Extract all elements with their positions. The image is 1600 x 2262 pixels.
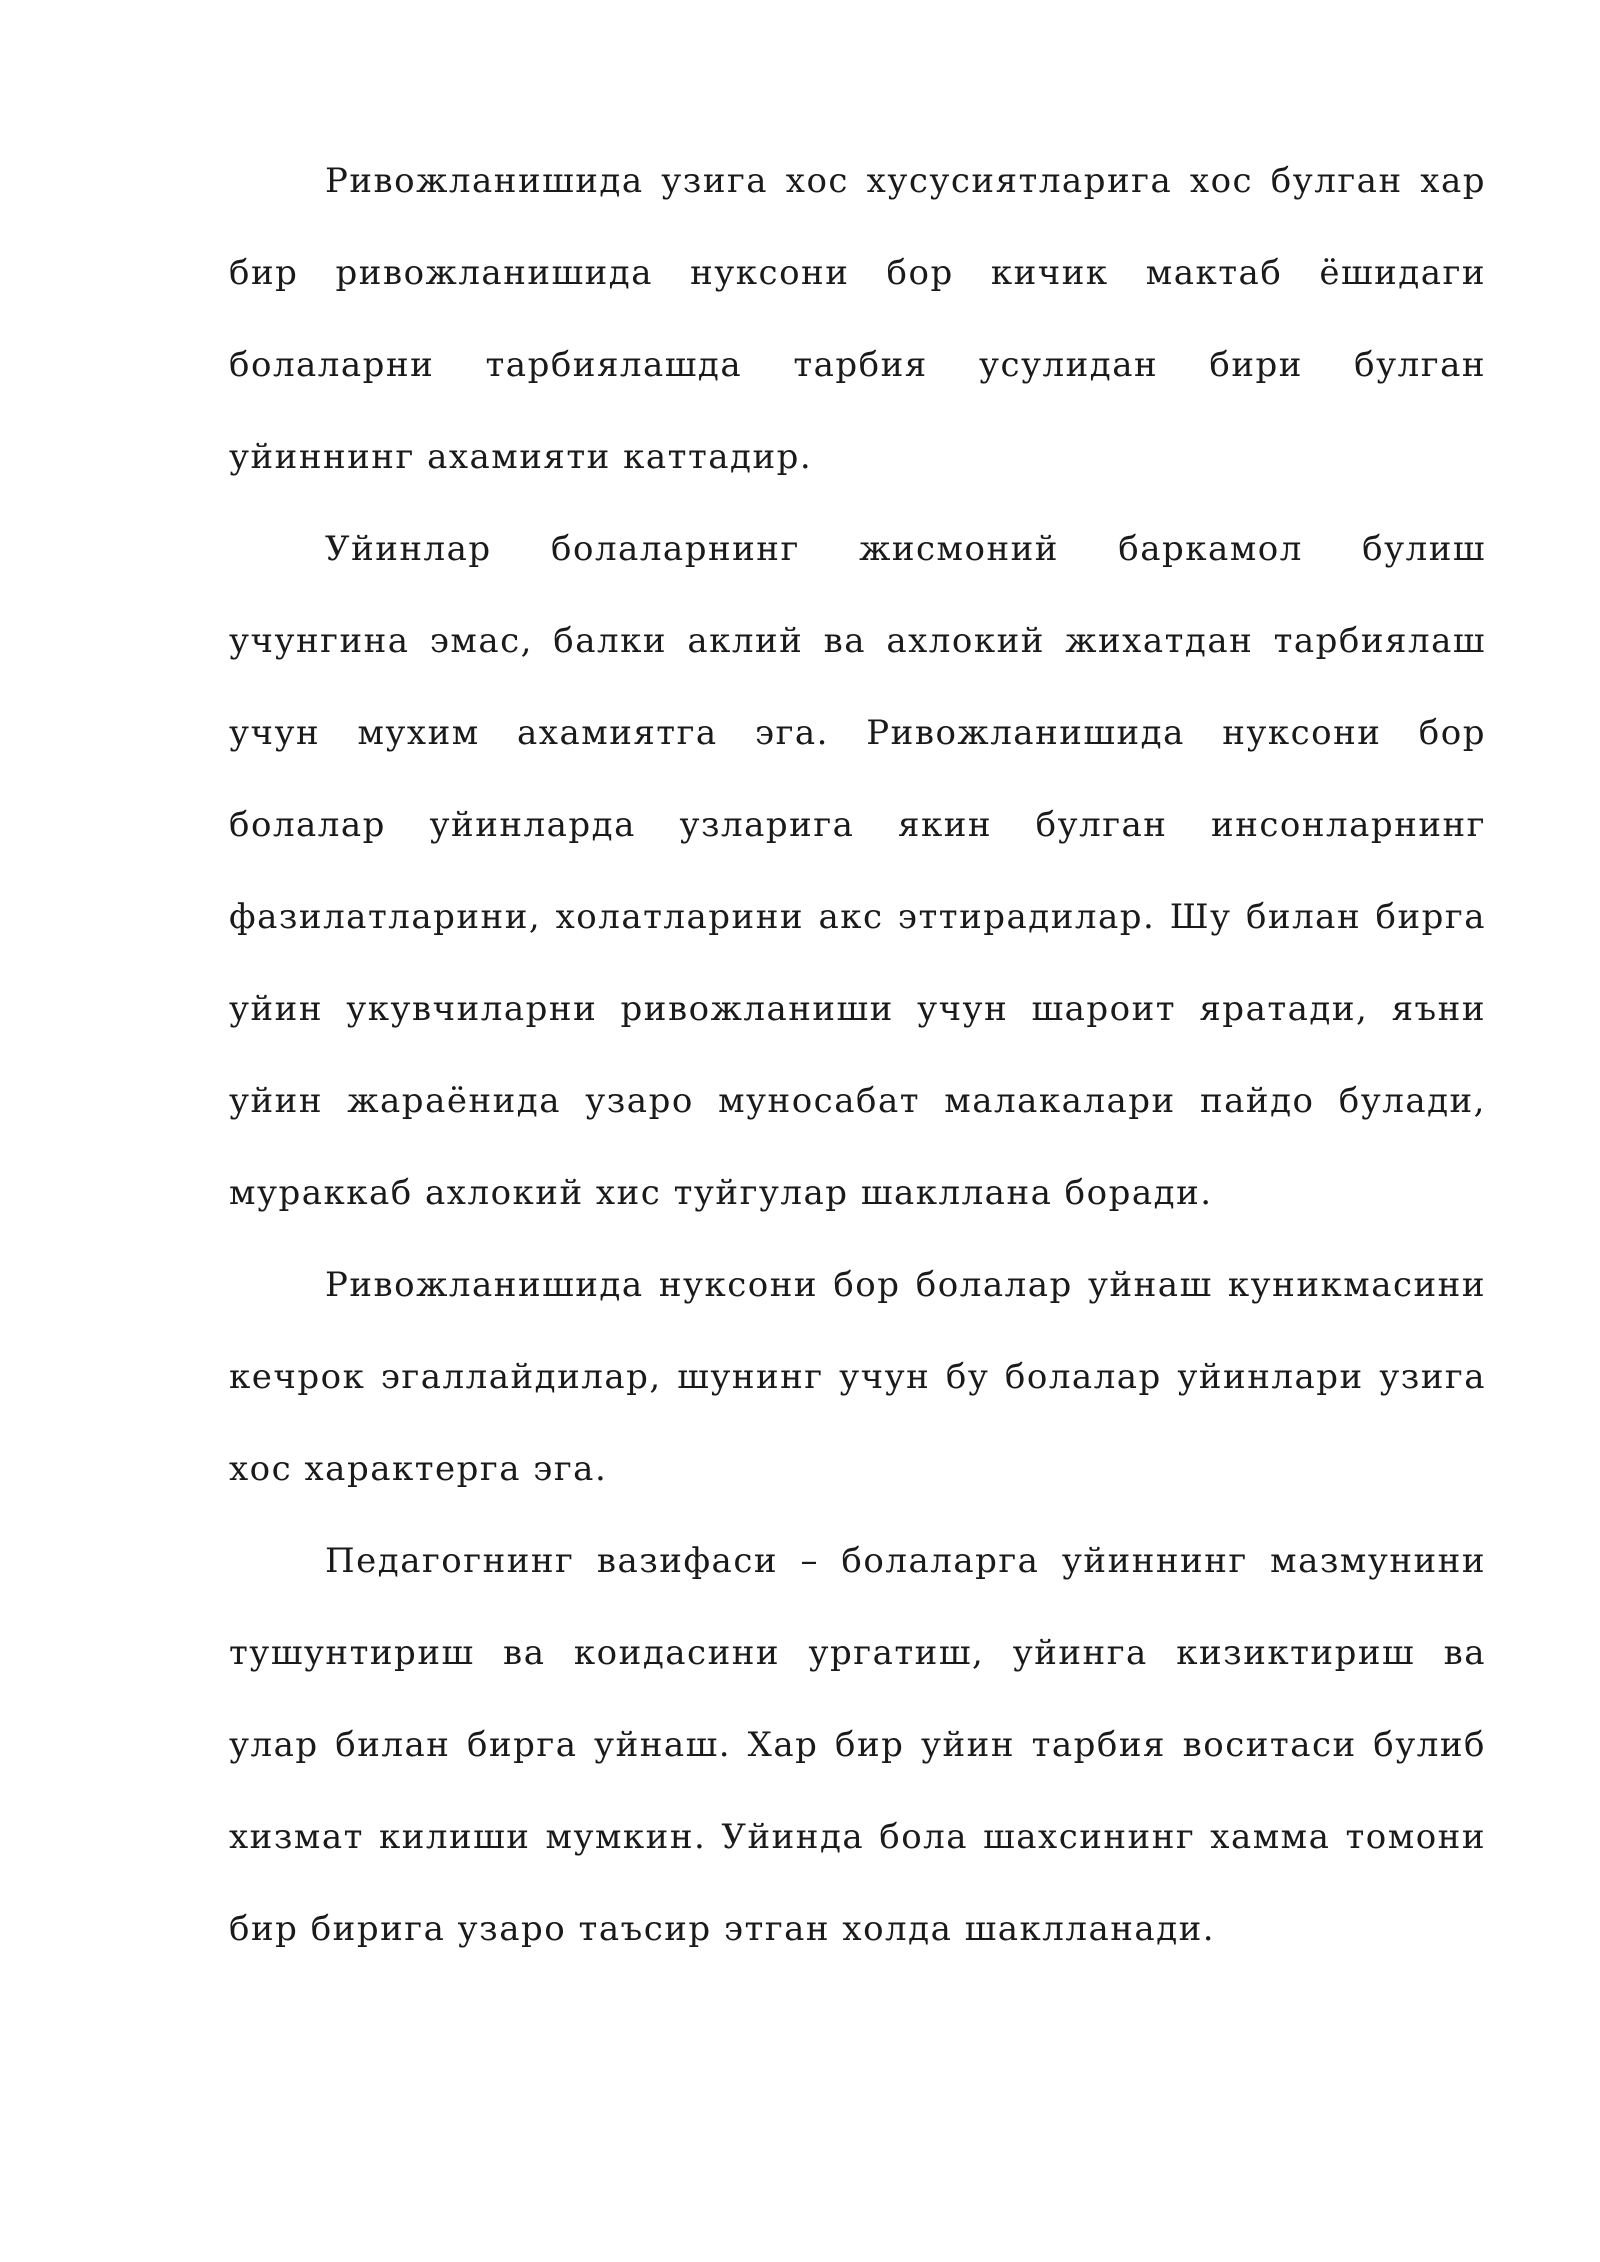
paragraph-4: Педагогнинг вазифаси – болаларга уйиннинг мазмунини тушунтириш ва коидасини ургатиш, уйинга кизиктириш ва улар билан бирга уйнаш. Хар бир уйин тарбия воситаси булиб хизмат килиши мумкин. Уйинда бола шахсининг хамма томони бир бирига узаро таъсир этган холда шаклланади. bbox=[229, 1541, 1486, 1949]
document-body bbox=[229, 135, 1486, 1975]
paragraph-1: Ривожланишида узига хос хусусиятларига хос булган хар бир ривожланишида нуксони бор кичик мактаб ёшидаги болаларни тарбиялашда тарбия усулидан бири булган уйиннинг ахамияти каттадир. bbox=[229, 161, 1486, 477]
paragraph-3: Ривожланишида нуксони бор болалар уйнаш куникмасини кечрок эгаллайдилар, шунинг учун бу болалар уйинлари узига хос характерга эга. bbox=[229, 1265, 1486, 1489]
paragraph-2: Уйинлар болаларнинг жисмоний баркамол булиш учунгина эмас, балки аклий ва ахлокий жихатдан тарбиялаш учун мухим ахамиятга эга. Ривожланишида нуксони бор болалар уйинларда узларига якин булган инсонларнинг фазилатларини, холатларини акс эттирадилар. Шу билан бирга уйин укувчиларни ривожланиши учун шароит яратади, яъни уйин жараёнида узаро муносабат малакалари пайдо булади, мураккаб ахлокий хис туйгулар шакллана боради. bbox=[229, 529, 1486, 1213]
